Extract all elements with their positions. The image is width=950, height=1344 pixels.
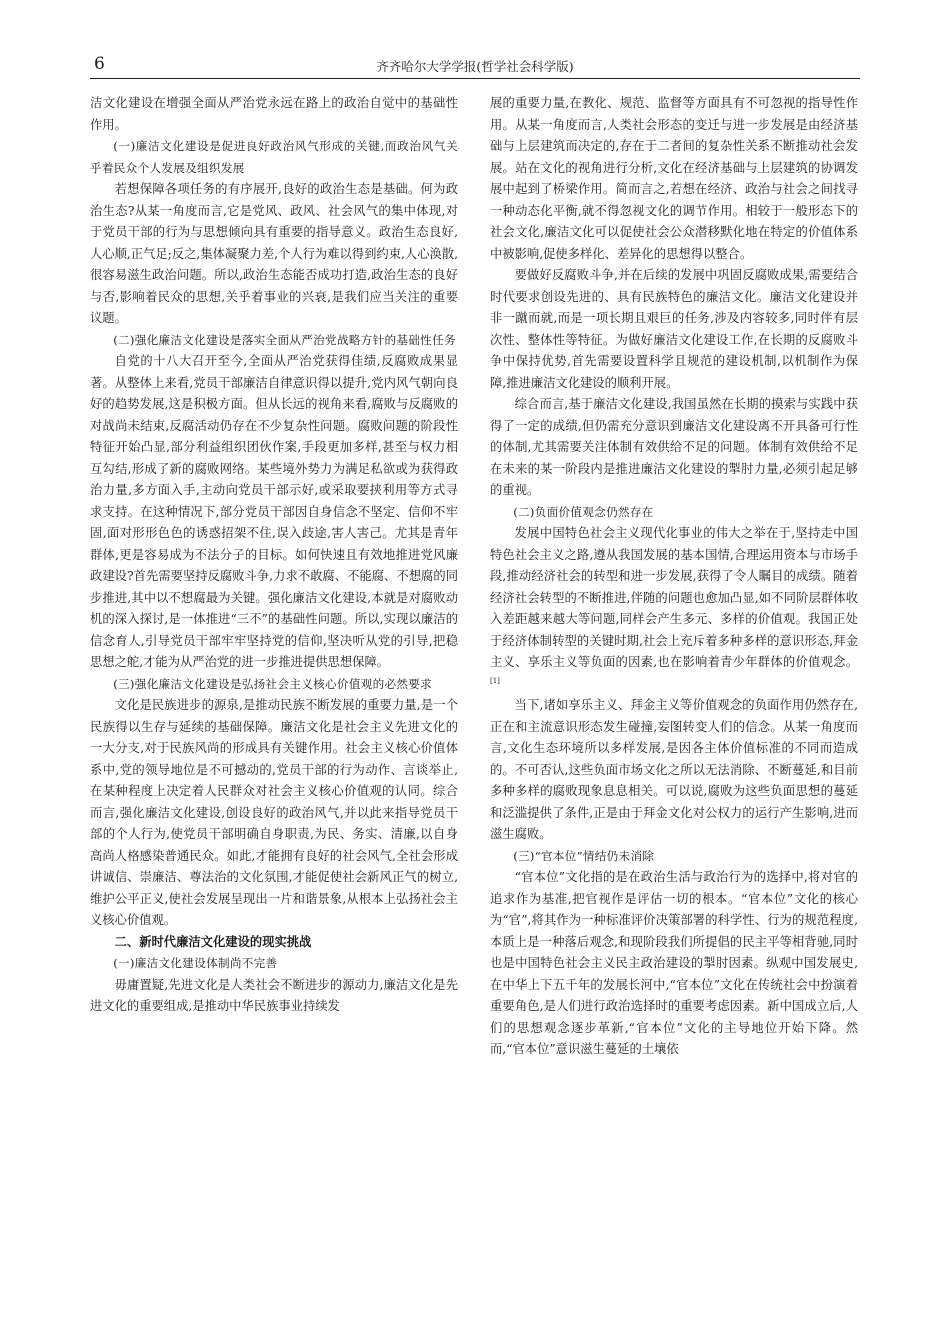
- paragraph: 若想保障各项任务的有序展开,良好的政治生态是基础。何为政治生态?从某一角度而言,它是党风、政风、社会风气的集中体现,对于党员干部的行为与思想倾向具有重要的指导意义。政治生态良好,人心顺,正气足;反之,集体凝聚力差,个人行为难以得到约束,人心涣散,很容易滋生政治问题。所以,政治生态能否成功打造,政治生态的良好与否,影响着民众的思想,关乎着事业的兴衰,是我们应当关注的重要议题。: [90, 182, 459, 325]
- subsection-heading: (二)负面价值观念仍然存在: [513, 504, 654, 519]
- subsection-heading: (三)“官本位”情结仍未消除: [513, 848, 655, 863]
- citation-ref[interactable]: [1]: [490, 676, 500, 685]
- section-heading: 二、新时代廉洁文化建设的现实挑战: [114, 934, 312, 949]
- subsection-heading: (三)强化廉洁文化建设是弘扬社会主义核心价值观的必然要求: [113, 676, 433, 691]
- paragraph-text: 发展中国特色社会主义现代化事业的伟大之举在于,坚持走中国特色社会主义之路,遵从我国发展的基本国情,合理运用资本与市场手段,推动经济社会的转型和进一步发展,获得了令人瞩目的成绩。随着经济社会转型的不断推进,伴随的问题也愈加凸显,如不同阶层群体收入差距越来越大等问题,同样会产生多元、多样的价值观。我国正处于经济体制转型的关键时期,社会上充斥着多种多样的意识形态,拜金主义、享乐主义等负面的因素,也在影响着青少年群体的价值观念。: [490, 526, 858, 669]
- paragraph: 要做好反腐败斗争,并在后续的发展中巩固反腐败成果,需要结合时代要求创设先进的、具有民族特色的廉洁文化。廉洁文化建设并非一蹴而就,而是一项长期且艰巨的任务,涉及内容较多,同时伴有层次性、整体性等特征。为做好廉洁文化建设工作,在长期的反腐败斗争中保持优势,首先需要设置科学且规范的建设机制,以机制作为保障,推进廉洁文化建设的顺利开展。: [490, 268, 858, 390]
- journal-title: 齐齐哈尔大学学报(哲学社会科学版): [376, 59, 574, 74]
- paragraph: 毋庸置疑,先进文化是人类社会不断进步的源动力,廉洁文化是先进文化的重要组成,是推动中华民族事业持续发: [90, 977, 458, 1013]
- paragraph-with-citation: [490, 523, 858, 695]
- subsection-heading: (一)廉洁文化建设是促进良好政治风气形成的关键,而政治风气关乎着民众个人发展及组织发展: [90, 139, 458, 175]
- right-column: [490, 93, 858, 1061]
- paragraph: 洁文化建设在增强全面从严治党永远在路上的政治自觉中的基础性作用。: [90, 96, 458, 132]
- paragraph: 当下,诸如享乐主义、拜金主义等价值观念的负面作用仍然存在,正在和主流意识形态发生碰撞,妄图转变人们的信念。从某一角度而言,文化生态环境所以多样发展,是因各主体价值标准的不同而造成的。不可否认,这些负面市场文化之所以无法消除、不断蔓延,和目前多种多样的腐败现象息息相关。可以说,腐败为这些负面思想的蔓延和泛滥提供了条件,正是由于拜金文化对公权力的运行产生影响,进而滋生腐败。: [490, 698, 858, 841]
- running-header: [90, 52, 860, 79]
- paragraph: “官本位”文化指的是在政治生活与政治行为的选择中,将对官的追求作为基准,把官视作是评估一切的根本。“官本位”文化的核心为“官”,将其作为一种标准评价决策部署的科学性、行为的规范程度,本质上是一种落后观念,和现阶段我们所提倡的民主平等相背驰,同时也是中国特色社会主义民主政治建设的掣肘因素。纵观中国发展史,在中华上下五千年的发展长河中,“官本位”文化在传统社会中扮演着重要角色,是人们进行政治选择时的重要考虑因素。新中国成立后,人们的思想观念逐步革新,“官本位”文化的主导地位开始下降。然而,“官本位”意识滋生蔓延的土壤依: [490, 870, 858, 1056]
- page-number: 6: [94, 54, 105, 74]
- paragraph: 自党的十八大召开至今,全面从严治党获得佳绩,反腐败成果显著。从整体上来看,党员干部廉洁自律意识得以提升,党内风气朝向良好的趋势发展,这是积极方面。但从长远的视角来看,腐败与反腐败的对战尚未结束,反腐活动仍存在不少复杂性问题。腐败问题的阶段性特征开始凸显,部分利益组织团伙作案,手段更加多样,甚至与权力相互勾结,形成了新的腐败网络。某些境外势力为满足私欲或为获得政治力量,多方面入手,主动向党员干部示好,或采取要挟利用等方式寻求支持。在这种情况下,部分党员干部因自身信念不坚定、信仰不牢固,面对形形色色的诱惑招架不住,误入歧途,害人害己。尤其是青年群体,更是容易成为不法分子的目标。如何快速且有效地推进党风廉政建设?首先需要坚持反腐败斗争,力求不敢腐、不能腐、不想腐的同步推进,其中以不想腐最为关键。强化廉洁文化建设,本就是对腐败动机的深入探讨,是一体推进“三不”的基础性问题。所以,实现以廉洁的信念育人,引导党员干部牢牢坚持党的信仰,坚决听从党的引导,把稳思想之舵,才能为从严治党的进一步推进提供思想保障。: [90, 354, 458, 669]
- subsection-heading: (一)廉洁文化建设体制尚不完善: [113, 956, 278, 970]
- left-column: [90, 93, 458, 1018]
- subsection-heading: (二)强化廉洁文化建设是落实全面从严治党战略方针的基础性任务: [113, 332, 456, 347]
- paragraph: 展的重要力量,在教化、规范、监督等方面具有不可忽视的指导性作用。从某一角度而言,人类社会形态的变迁与进一步发展是由经济基础与上层建筑而决定的,存在于二者间的复杂性关系不断推动社会发展。站在文化的视角进行分析,文化在经济基础与上层建筑的协调发展中起到了桥梁作用。简而言之,若想在经济、政治与社会之间找寻一种动态化平衡,就不得忽视文化的调节作用。相较于一般形态下的社会文化,廉洁文化可以促使社会公众潜移默化地在特定的价值体系中被影响,促使多样化、差异化的思想得以整合。: [490, 96, 858, 261]
- paragraph: 综合而言,基于廉洁文化建设,我国虽然在长期的摸索与实践中获得了一定的成绩,但仍需充分意识到廉洁文化建设离不开具备可行性的体制,尤其需要关注体制有效供给不足的问题。体制有效供给不足在未来的某一阶段内是推进廉洁文化建设的掣肘力量,必须引起足够的重视。: [490, 397, 858, 497]
- paragraph: 文化是民族进步的源泉,是推动民族不断发展的重要力量,是一个民族得以生存与延续的基础保障。廉洁文化是社会主义先进文化的一大分支,对于民族风尚的形成具有关键作用。社会主义核心价值体系中,党的领导地位是不可撼动的,党员干部的行为动作、言谈举止,在某种程度上决定着人民群众对社会主义核心价值观的认同。综合而言,强化廉洁文化建设,创设良好的政治风气,并以此来指导党员干部的个人行为,使党员干部明确自身职责,为民、务实、清廉,以自身高尚人格感染普通民众。如此,才能拥有良好的社会风气,全社会形成讲诚信、崇廉洁、尊法治的文化氛围,才能促使社会新风正气的树立,维护公平正义,使社会发展呈现出一片和谐景象,从根本上弘扬社会主义核心价值观。: [90, 698, 458, 927]
